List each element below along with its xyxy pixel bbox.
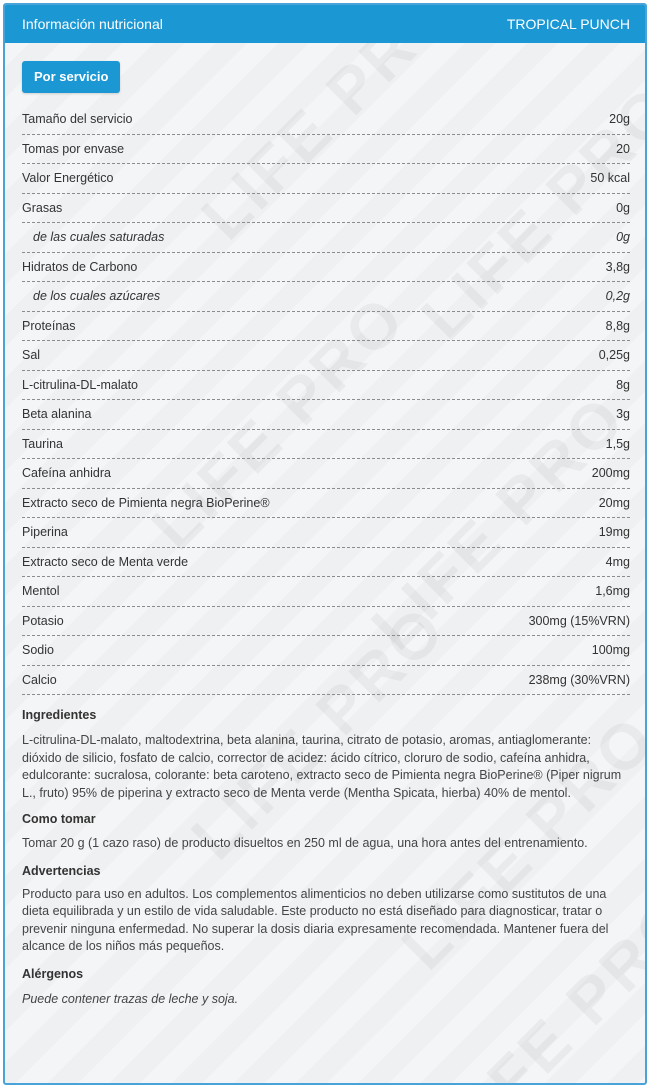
- nutrient-value: 8,8g: [605, 318, 630, 333]
- nutrition-row: [22, 164, 630, 194]
- nutrient-value: 20mg: [598, 495, 630, 510]
- nutrient-value: 100mg: [591, 643, 630, 658]
- panel-content: [5, 43, 645, 1008]
- how-to-take-section: [22, 812, 630, 853]
- nutrition-row: [22, 666, 630, 696]
- nutrient-value: 3,8g: [605, 259, 630, 274]
- nutrient-value: 238mg (30%VRN): [528, 672, 630, 687]
- how-to-take-text: Tomar 20 g (1 cazo raso) de producto disueltos en 250 ml de agua, una hora antes del entrenamiento.: [22, 836, 588, 850]
- nutrient-label: Mentol: [22, 584, 60, 599]
- nutrient-value: 50 kcal: [590, 171, 630, 186]
- nutrient-label: de los cuales azúcares: [33, 289, 161, 304]
- nutrient-label: Potasio: [22, 613, 64, 628]
- nutrient-value: 3g: [616, 407, 630, 422]
- nutrient-label: Sal: [22, 348, 41, 363]
- warnings-text: Producto para uso en adultos. Los complementos alimenticios no deben utilizarse como sustitutos de una dieta equilibrada y un estilo de vida saludable. Este producto no está diseñado para diagnosticar, tratar o prevenir ninguna enfermedad. No superar la dosis diaria expresamente recomendada. Mantener fuera del alcance de los niños más pequeños.: [22, 886, 609, 953]
- nutrition-row: [22, 400, 630, 430]
- nutrient-label: Extracto seco de Menta verde: [22, 554, 189, 569]
- nutrition-row: [22, 253, 630, 283]
- nutrient-value: 300mg (15%VRN): [528, 613, 630, 628]
- nutrient-label: Hidratos de Carbono: [22, 259, 138, 274]
- nutrient-value: 20g: [609, 112, 630, 127]
- nutrient-value: 200mg: [591, 466, 630, 481]
- nutrient-label: Valor Energético: [22, 171, 114, 186]
- allergens-heading: Alérgenos: [22, 966, 84, 981]
- nutrient-label: Taurina: [22, 436, 63, 451]
- product-flavor: TROPICAL PUNCH: [506, 16, 630, 32]
- nutrition-row: [22, 489, 630, 519]
- nutrition-row: [22, 105, 630, 135]
- nutrient-value: 0,25g: [598, 348, 630, 363]
- nutrition-row: [22, 282, 630, 312]
- nutrient-label: L-citrulina-DL-malato: [22, 377, 139, 392]
- nutrient-value: 0,2g: [605, 289, 630, 304]
- nutrition-panel: [3, 3, 647, 1085]
- nutrition-row: [22, 135, 630, 165]
- nutrient-label: Cafeína anhidra: [22, 466, 111, 481]
- nutrition-row: [22, 577, 630, 607]
- nutrient-value: 0g: [616, 230, 630, 245]
- per-serving-button[interactable]: Por servicio: [22, 61, 120, 93]
- panel-title: Información nutricional: [22, 16, 163, 32]
- nutrient-label: Extracto seco de Pimienta negra BioPerine®: [22, 495, 270, 510]
- nutrition-row: [22, 371, 630, 401]
- nutrient-label: Tomas por envase: [22, 141, 125, 156]
- nutrient-value: 4mg: [605, 554, 630, 569]
- nutrition-row: [22, 430, 630, 460]
- nutrition-row: [22, 607, 630, 637]
- nutrient-value: 20: [616, 141, 630, 156]
- nutrient-label: Beta alanina: [22, 407, 92, 422]
- nutrition-row: [22, 518, 630, 548]
- nutrient-label: Proteínas: [22, 318, 76, 333]
- nutrient-value: 1,5g: [605, 436, 630, 451]
- nutrient-label: Sodio: [22, 643, 54, 658]
- ingredients-heading: Ingredientes: [22, 708, 97, 722]
- nutrient-label: Grasas: [22, 200, 63, 215]
- ingredients-text: L-citrulina-DL-malato, maltodextrina, beta alanina, taurina, citrato de potasio, aromas, antiaglomerante: dióxido de silicio, fosfato de calcio, corrector de acidez: ácido cítrico, cloruro de sodio, cafeína anhidra, edulcorante: sucralosa, colorante: beta caroteno, extracto seco de Pimienta negra BioPerine® (Piper nigrum L., fruto) 95% de piperina y extracto seco de Menta verde (Mentha Spicata, hierba) 40% de mentol.: [22, 733, 622, 800]
- nutrient-value: 1,6mg: [595, 584, 630, 599]
- allergens-section: [22, 967, 630, 1009]
- nutrition-row: [22, 312, 630, 342]
- nutrition-row: [22, 459, 630, 489]
- allergens-text: Puede contener trazas de leche y soja.: [22, 991, 239, 1006]
- nutrient-value: 19mg: [598, 525, 630, 540]
- nutrition-row: [22, 194, 630, 224]
- nutrition-row: [22, 223, 630, 253]
- nutrition-row: [22, 341, 630, 371]
- nutrient-label: de las cuales saturadas: [33, 230, 165, 245]
- how-to-take-heading: Como tomar: [22, 812, 96, 826]
- warnings-section: [22, 864, 630, 956]
- nutrition-row: [22, 636, 630, 666]
- ingredients-section: [22, 708, 630, 802]
- nutrient-value: 0g: [616, 200, 630, 215]
- nutrient-label: Piperina: [22, 525, 68, 540]
- nutrient-label: Calcio: [22, 672, 57, 687]
- panel-header: [5, 5, 645, 43]
- nutrition-row: [22, 548, 630, 578]
- nutrient-label: Tamaño del servicio: [22, 112, 133, 127]
- nutrition-table: [22, 105, 630, 695]
- warnings-heading: Advertencias: [22, 863, 101, 878]
- nutrient-value: 8g: [616, 377, 630, 392]
